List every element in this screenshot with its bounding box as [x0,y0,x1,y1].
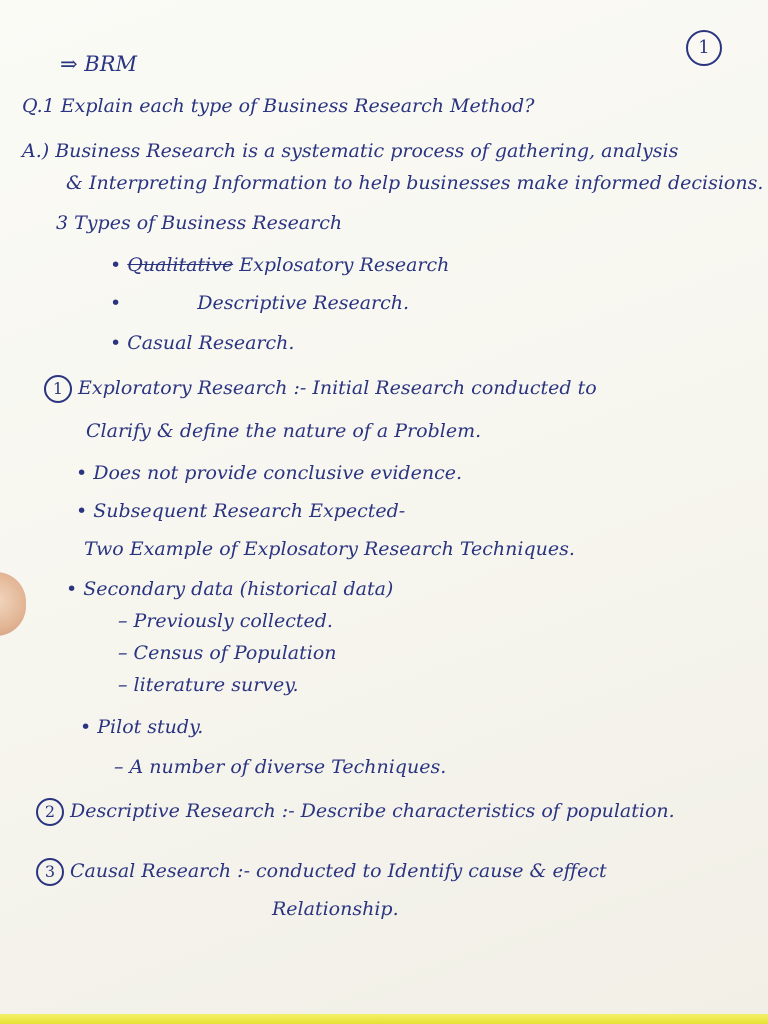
thumb-photo-artifact [0,572,26,636]
causal-line-2: Relationship. [272,898,399,920]
answer-line-1: A.) Business Research is a systematic process of gathering, analysis [22,140,679,162]
pilot-study-text: Pilot study. [97,716,204,738]
descriptive-definition: Descriptive Research :- Describe characteristics of population. [70,800,675,822]
exploratory-line-2: Clarify & define the nature of a Problem. [86,420,482,442]
section-number-2: 2 [36,798,64,826]
type-label-descriptive: Descriptive Research. [197,292,410,314]
pilot-sub: – A number of diverse Techniques. [114,756,447,778]
secondary-sub-1: – Previously collected. [118,610,333,632]
section-number-3: 3 [36,858,64,886]
type-label-causal: Casual Research. [127,332,295,354]
yellow-paper-edge [0,1014,768,1024]
exploratory-bullet-2: • Subsequent Research Expected- [76,500,406,522]
question-text: Q.1 Explain each type of Business Research Method? [22,95,535,117]
struck-word: Qualitative [127,254,234,276]
type-item-2: • Descriptive Research. [110,292,410,314]
causal-line-1 [36,858,607,886]
secondary-sub-3: – literature survey. [118,674,299,696]
exploratory-line-1 [44,375,597,403]
type-item-1: • Qualitative Explosatory Research [110,254,450,276]
bullet-text: Does not provide conclusive evidence. [93,462,462,484]
exploratory-bullet-1: • Does not provide conclusive evidence. [76,462,462,484]
causal-definition: Causal Research :- conducted to Identify cause & effect [70,860,607,882]
types-heading: 3 Types of Business Research [56,212,343,234]
answer-line-2: & Interpreting Information to help businesses make informed decisions. [66,172,764,194]
secondary-sub-2: – Census of Population [118,642,337,664]
examples-heading: Two Example of Explosatory Research Techniques. [84,538,575,560]
heading-brm: ⇒ BRM [60,52,138,76]
secondary-data-text: Secondary data (historical data) [83,578,394,600]
secondary-data: • Secondary data (historical data) [66,578,394,600]
exploratory-definition: Exploratory Research :- Initial Research conducted to [78,377,597,399]
bullet-text: Subsequent Research Expected- [93,500,406,522]
page-number: 1 [686,30,722,66]
descriptive-line [36,798,675,826]
pilot-study: • Pilot study. [80,716,204,738]
section-number-1: 1 [44,375,72,403]
type-item-3: • Casual Research. [110,332,295,354]
type-label-exploratory: Explosatory Research [239,254,450,276]
